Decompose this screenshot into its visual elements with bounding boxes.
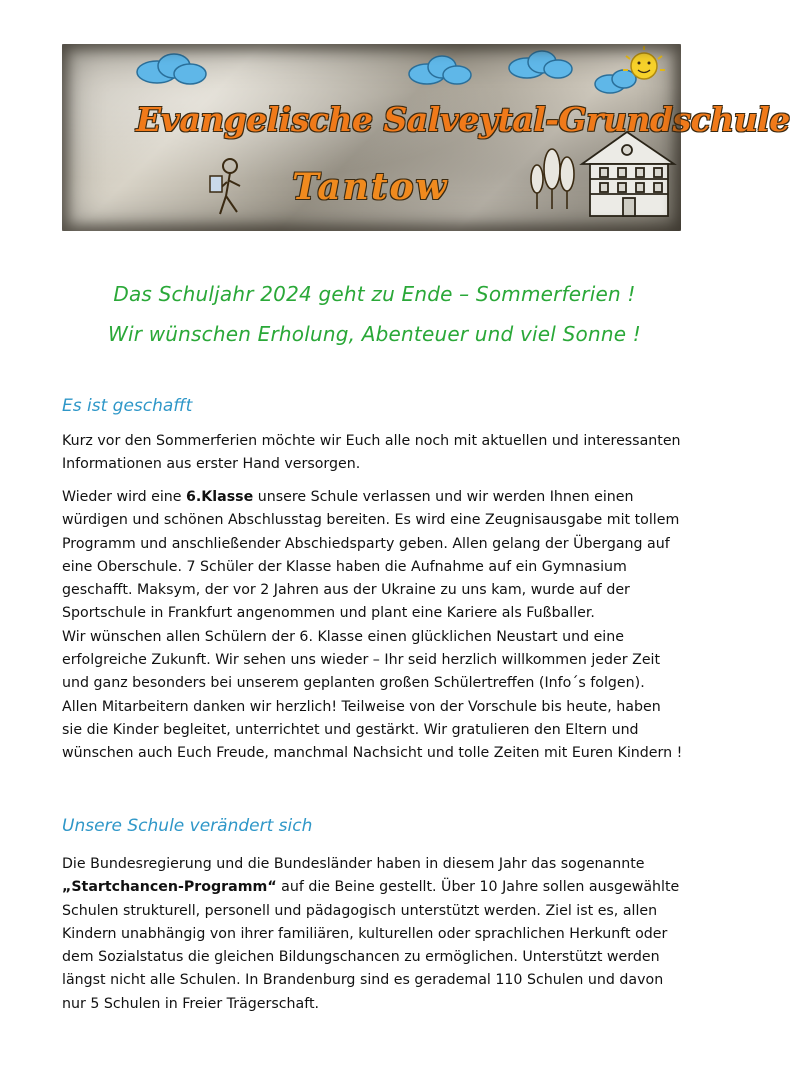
banner-town-name: Tantow [292,166,449,208]
text-line: Kindern unabhängig von ihrer familiären, kulturellen oder sprachlichen Herkunft oder [62,925,668,942]
text-line: dem Sozialstatus die gleichen Bildungschancen zu ermöglichen. Unterstützt werden [62,949,660,966]
text-fragment: unsere Schule verlassen und wir werden Ihnen einen [253,489,634,505]
cloud-icon [137,54,206,84]
cloud-icon [595,70,636,93]
text-fragment: auf die Beine gestellt. Über 10 Jahre sollen ausgewählte [276,879,680,896]
section1-paragraph-2 [62,486,692,766]
text-line: wünschen auch Euch Freude, manchmal Nachsicht und tolle Zeiten mit Euren Kindern ! [62,745,683,762]
banner-school-name: Evangelische Salveytal-Grundschule [136,100,790,139]
text-line: Informationen aus erster Hand versorgen. [62,456,361,473]
text-line: Kurz vor den Sommerferien möchte wir Euch alle noch mit aktuellen und interessanten [62,433,681,449]
text-line: Allen Mitarbeitern danken wir herzlich! Teilweise von der Vorschule bis heute, haben [62,698,661,715]
text-line: Schulen strukturell, personell und pädagogisch unterstützt werden. Ziel ist es, allen [62,902,658,919]
tree-icon [531,149,574,209]
text-fragment: Wieder wird eine [62,489,187,505]
text-line: sie die Kinder begleitet, unterrichtet und gestärkt. Wir gratulieren den Eltern und [62,721,639,738]
text-line: geschafft. Maksym, der vor 2 Jahren aus der Ukraine zu uns kam, wurde auf der [62,582,630,599]
section1-paragraph-1 [62,430,692,477]
text-line: erfolgreiche Zukunft. Wir sehen uns wieder – Ihr seid herzlich willkommen jeder Zeit [62,652,661,669]
text-line: und ganz besonders bei unserem geplanten großen Schülertreffen (Info´s folgen). [62,675,645,692]
text-line: Wir wünschen allen Schülern der 6. Klasse einen glücklichen Neustart und eine [62,628,624,645]
headline-line-1: Das Schuljahr 2024 geht zu Ende – Sommerferien ! [113,282,636,306]
text-line: längst nicht alle Schulen. In Brandenburg sind es gerademal 110 Schulen und davon [62,972,664,989]
text-line: Programm und anschließender Abschiedsparty geben. Allen gelang der Übergang auf [62,535,670,552]
bold-class-label: 6.Klasse [186,489,254,505]
text-line: Die Bundesregierung und die Bundesländer haben in diesem Jahr das sogenannte [62,856,645,872]
school-banner [62,44,790,231]
text-line [62,486,692,509]
text-line [62,876,692,899]
text-line: Sportschule in Frankfurt angenommen und plant eine Kariere als Fußballer. [62,605,595,622]
child-figure-icon [210,159,240,214]
cloud-icon [409,56,471,84]
section-title-es-ist-geschafft: Es ist geschafft [62,396,193,416]
cloud-icon [509,51,572,78]
text-line: eine Oberschule. 7 Schüler der Klasse haben die Aufnahme auf ein Gymnasium [62,558,627,575]
section2-paragraph [62,853,692,1016]
text-line: würdigen und schönen Abschlusstag bereiten. Es wird eine Zeugnisausgabe mit tollem [62,512,680,529]
text-line: nur 5 Schulen in Freier Trägerschaft. [62,995,320,1012]
school-building-icon [582,132,674,216]
headline-line-2: Wir wünschen Erholung, Abenteuer und viel Sonne ! [108,322,641,346]
bold-program-name: „Startchancen-Programm“ [62,879,277,896]
section-title-unsere-schule: Unsere Schule verändert sich [62,816,313,836]
